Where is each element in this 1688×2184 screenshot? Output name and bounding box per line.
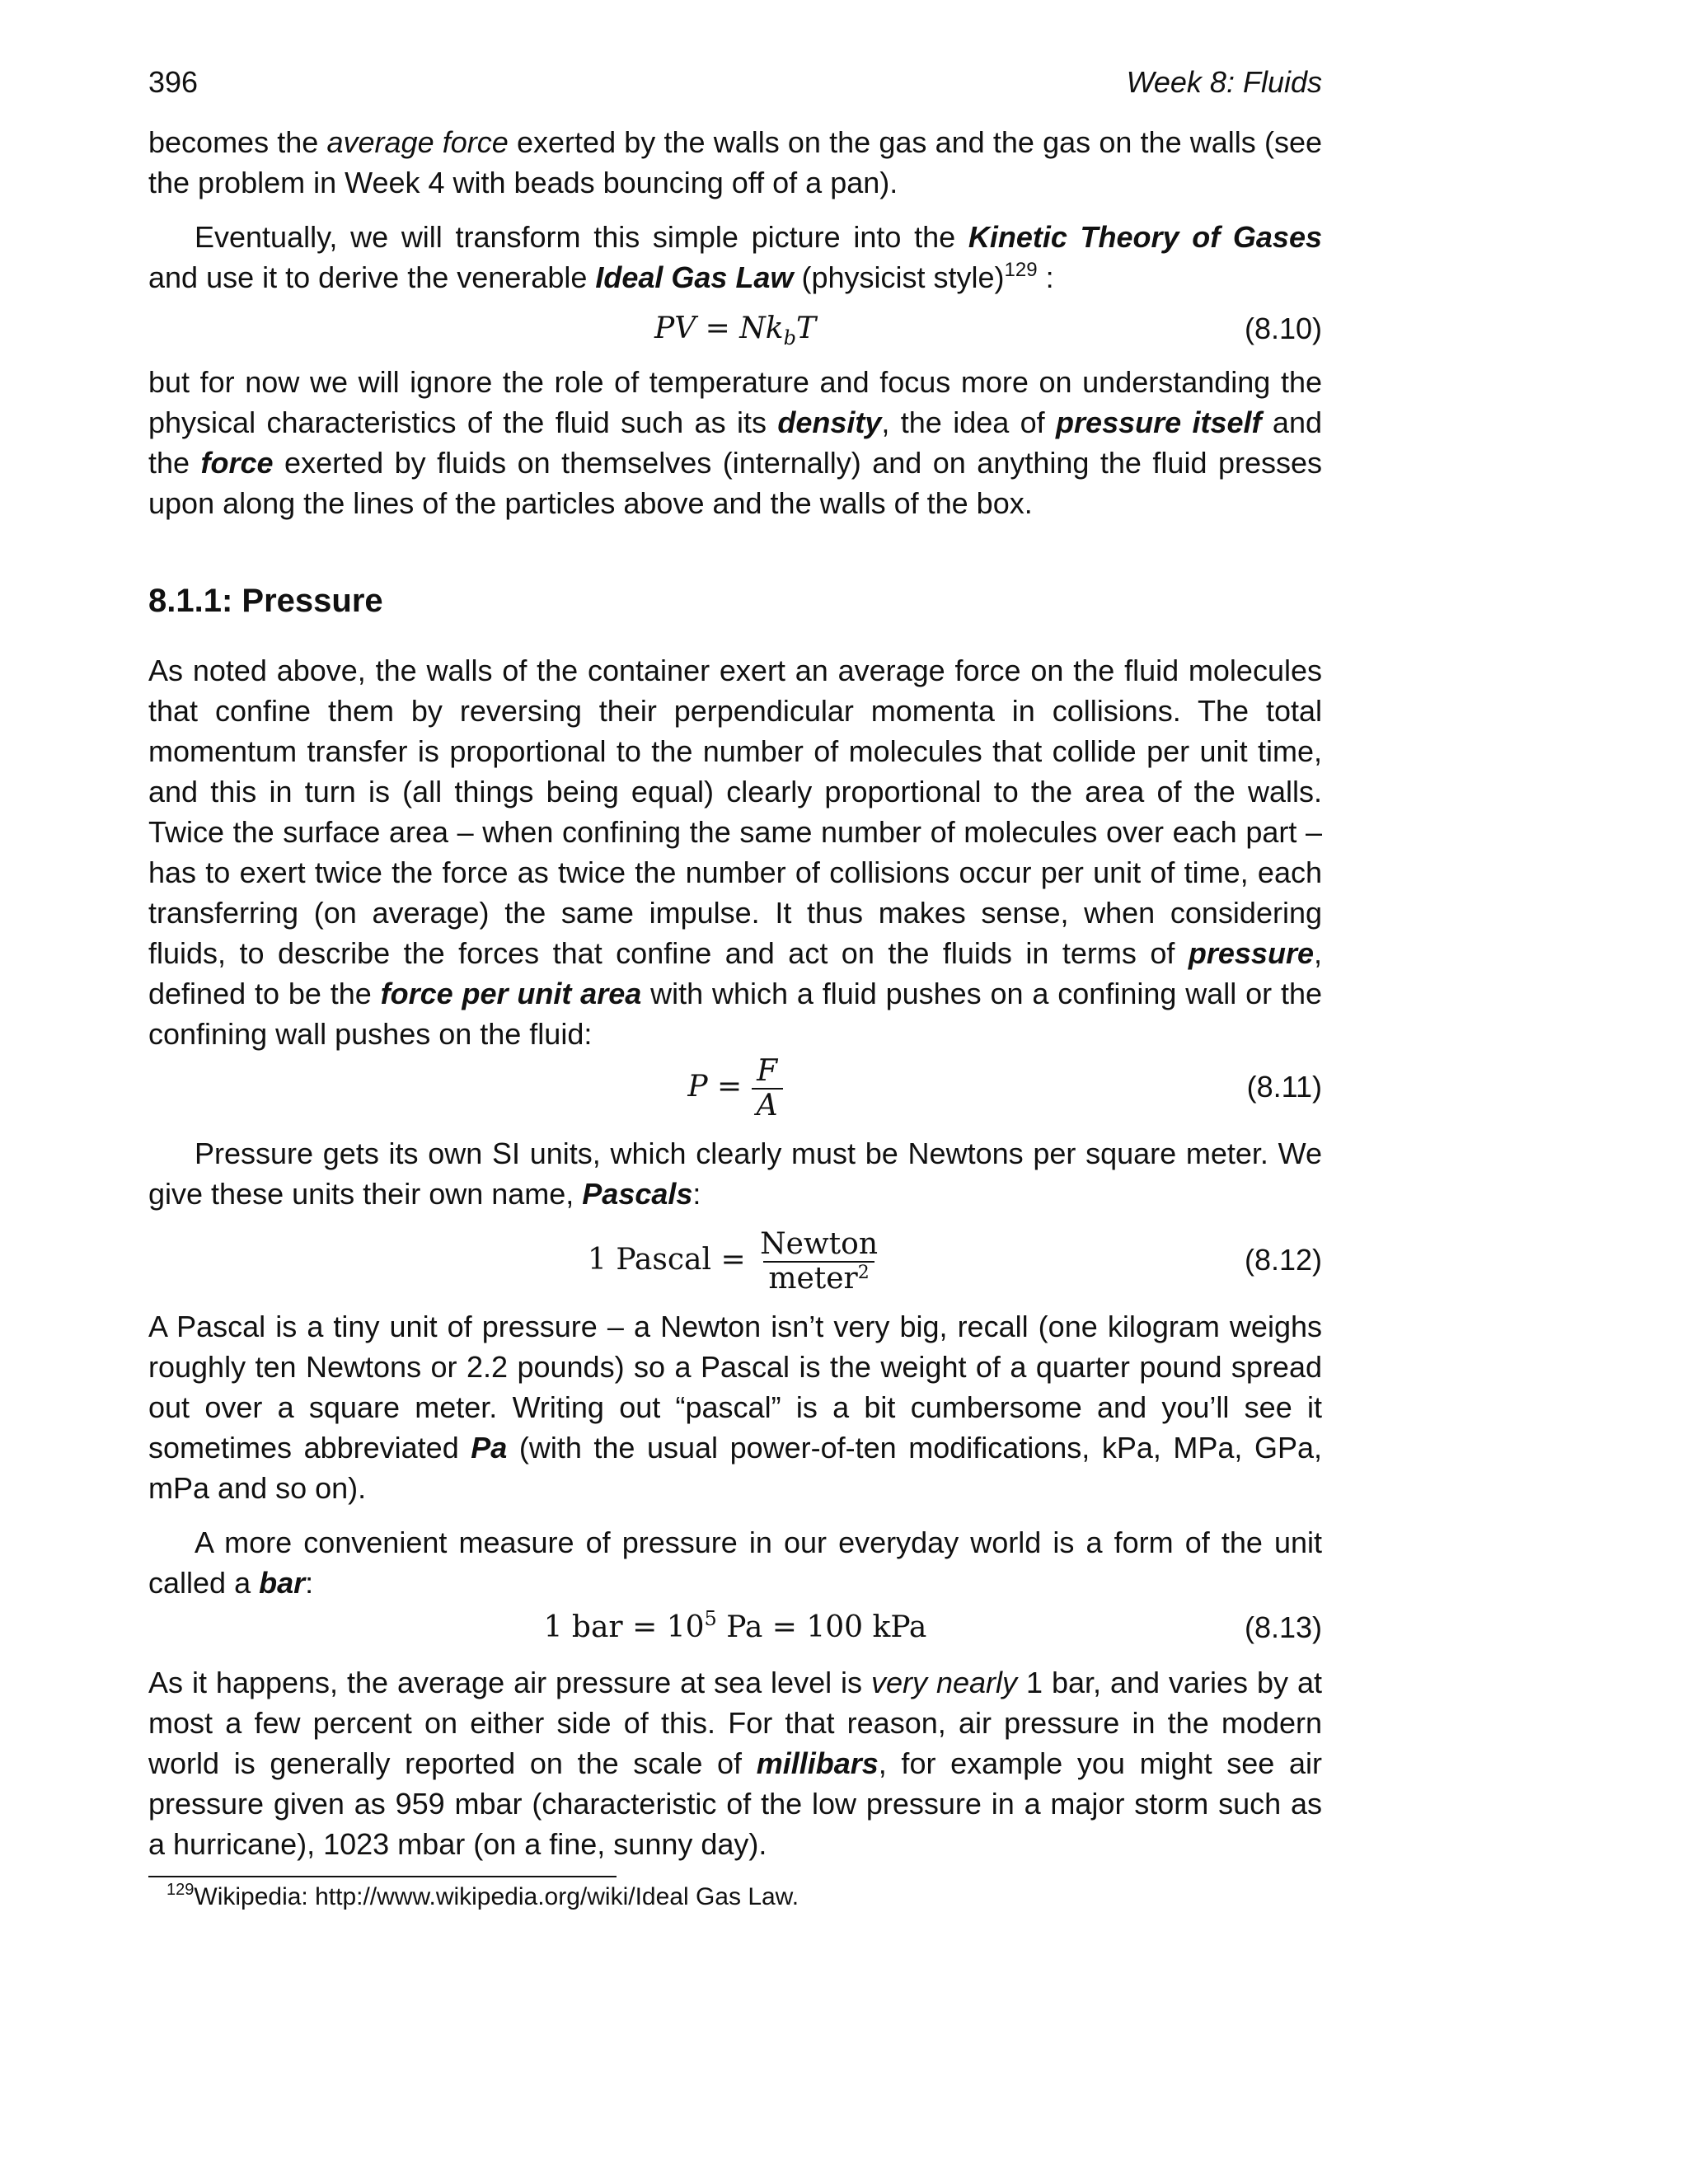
- running-title: Week 8: Fluids: [1126, 65, 1322, 99]
- footnote-rule: [148, 1876, 617, 1877]
- paragraph-intro-2: Eventually, we will transform this simple picture into the Kinetic Theory of Gases and use it to derive the venerable Ideal Gas Law (physicist style)$^{129}$ :: [148, 220, 1322, 294]
- page-header: [148, 59, 1322, 105]
- equation-number: (8.13): [1244, 1610, 1322, 1644]
- equation-8-11: P = $\frac{F}{A}$ (8.11): [687, 1054, 1322, 1122]
- page: [148, 59, 1322, 2136]
- page-number: 396: [148, 65, 199, 99]
- term-ideal-gas-law: Ideal Gas Law: [595, 260, 794, 294]
- equation-8-12: 1 Pascal = $\frac{\text{Newton}}{meter^2}$ (8.12): [587, 1227, 1322, 1296]
- paragraph-4: As noted above, the walls of the container exert an average force on the fluid molecules that confine them by reversing their perpendicular momenta in collisions. The total momentum transfer is proportional to the number of molecules that collide per unit time, and this in turn is (all things being equal) clearly proportional to the area of the walls. Twice the surface area – when confining the same number of molecules over each part – has to exert twice the force as twice the number of collisions occur per unit of time, each transferring (on average) the same impulse. It thus makes sense, when considering fluids, to describe the forces that confine and act on the fluids in terms of pressure, defined to be the force per unit area with which a fluid pushes on a confining wall or the confining wall pushes on the fluid:: [148, 654, 1322, 1051]
- paragraph-3: but for now we will ignore the role of temperature and focus more on understanding the physical characteristics of the fluid such as its density, the idea of pressure itself and the force exerted by fluids on themselves (internally) and on anything the fluid presses upon along the lines of the particles above and the walls of the box.: [148, 365, 1322, 520]
- footnote-mark: 129: [166, 1881, 195, 1899]
- equation-8-13: 1 bar = $10^5$ Pa = 100 kPa (8.13): [543, 1607, 1322, 1644]
- footnote: [148, 1881, 1322, 1914]
- paragraph-intro-1: becomes the average force exerted by the walls on the gas and the gas on the walls (see the problem in Week 4 with beads bouncing off of a pan).: [148, 125, 1323, 199]
- equation-number: (8.11): [1246, 1070, 1322, 1104]
- footnote-ref: 129: [1004, 259, 1038, 281]
- equation-8-10: PV = $Nk_bT$ (8.10): [654, 312, 1322, 350]
- paragraph-6: A Pascal is a tiny unit of pressure – a Newton isn’t very big, recall (one kilogram weighs roughly ten Newtons or 2.2 pounds) so a Pascal is the weight of a quarter pound spread out over a square meter. Writing out “pascal” is a bit cumbersome and you’ll see it sometimes abbreviated Pa (with the usual power-of-ten modifications, kPa, MPa, GPa, mPa and so on).: [148, 1310, 1323, 1505]
- equation-number: (8.12): [1244, 1243, 1322, 1277]
- equation-number: (8.10): [1244, 312, 1322, 345]
- paragraph-7: A more convenient measure of pressure in our everyday world is a form of the unit called a bar:: [148, 1526, 1322, 1600]
- footnote-text: Wikipedia: http://www.wikipedia.org/wiki/Ideal Gas Law.: [194, 1883, 799, 1910]
- paragraph-8: As it happens, the average air pressure at sea level is very nearly 1 bar, and varies by at most a few percent on either side of this. For that reason, air pressure in the modern world is generally reported on the scale of millibars, for example you might see air pressure given as 959 mbar (characteristic of the low pressure in a major storm such as a hurricane), 1023 mbar (on a fine, sunny day).: [148, 1666, 1323, 1861]
- term-kinetic-theory: Kinetic Theory of Gases: [968, 220, 1322, 254]
- paragraph-5: Pressure gets its own SI units, which clearly must be Newtons per square meter. We give these units their own name, Pascals:: [148, 1137, 1322, 1211]
- section-heading: 8.1.1: Pressure: [148, 583, 383, 619]
